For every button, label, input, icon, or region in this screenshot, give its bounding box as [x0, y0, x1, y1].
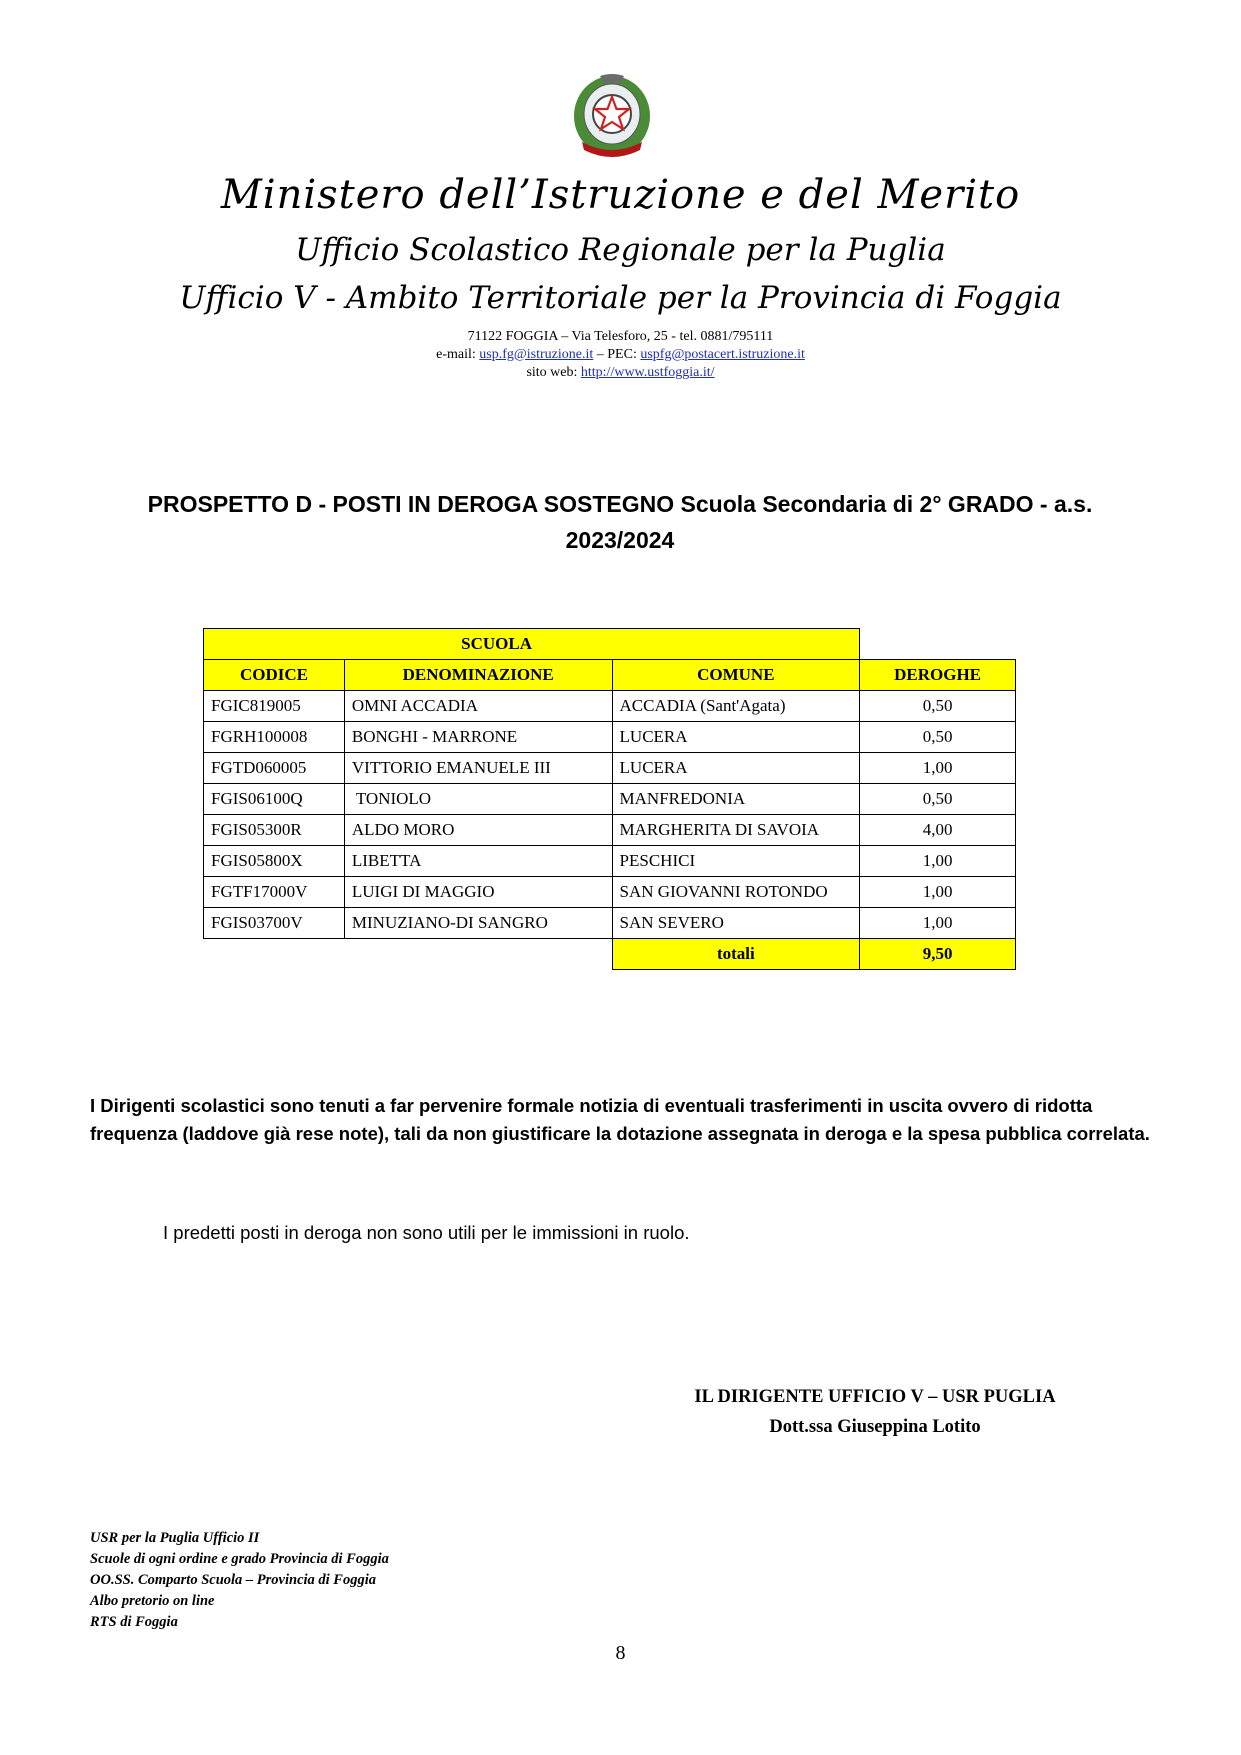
cell-deroghe: 1,00 — [860, 846, 1016, 877]
title-line-2: 2023/2024 — [565, 527, 675, 553]
col-header-denominazione: DENOMINAZIONE — [344, 660, 612, 691]
cell-deroghe: 1,00 — [860, 753, 1016, 784]
cell-denominazione: LUIGI DI MAGGIO — [344, 877, 612, 908]
document-title — [80, 486, 1160, 558]
local-office-name: Ufficio V - Ambito Territoriale per la Provincia di Foggia — [179, 280, 1062, 316]
cell-comune: PESCHICI — [612, 846, 860, 877]
distribution-item: Albo pretorio on line — [90, 1593, 215, 1609]
table-row — [204, 722, 1016, 753]
signatory-role: IL DIRIGENTE UFFICIO V – USR PUGLIA — [694, 1387, 1056, 1407]
empty-cell — [204, 939, 345, 970]
notice-paragraph: I predetti posti in deroga non sono utili per le immissioni in ruolo. — [163, 1222, 690, 1243]
cell-comune: MARGHERITA DI SAVOIA — [612, 815, 860, 846]
table-header-row — [204, 660, 1016, 691]
email-link[interactable]: usp.fg@istruzione.it — [479, 347, 594, 362]
cell-codice: FGTF17000V — [204, 877, 345, 908]
cell-deroghe: 0,50 — [860, 722, 1016, 753]
cell-comune: LUCERA — [612, 753, 860, 784]
cell-denominazione: ALDO MORO — [344, 815, 612, 846]
signature-block — [660, 1382, 1090, 1442]
total-label: totali — [612, 939, 860, 970]
cell-denominazione: BONGHI - MARRONE — [344, 722, 612, 753]
table-row — [204, 753, 1016, 784]
group-header-label: SCUOLA — [461, 634, 532, 653]
contact-website — [0, 364, 1241, 382]
cell-codice: FGIS06100Q — [204, 784, 345, 815]
table-group-header-row — [204, 629, 1016, 660]
cell-comune: SAN GIOVANNI ROTONDO — [612, 877, 860, 908]
cell-codice: FGRH100008 — [204, 722, 345, 753]
regional-office-name: Ufficio Scolastico Regionale per la Puglia — [295, 232, 946, 268]
cell-deroghe: 1,00 — [860, 877, 1016, 908]
instruction-paragraph: I Dirigenti scolastici sono tenuti a far pervenire formale notizia di eventuali trasferimenti in uscita ovvero di ridotta frequenza (laddove già rese note), tali da non giustificare la dotazione assegnata in deroga e la spesa pubblica correlata. — [90, 1095, 1150, 1144]
cell-denominazione: OMNI ACCADIA — [344, 691, 612, 722]
table-row — [204, 784, 1016, 815]
cell-deroghe: 0,50 — [860, 691, 1016, 722]
derogation-table — [203, 628, 1016, 970]
cell-denominazione: TONIOLO — [344, 784, 612, 815]
cell-deroghe: 1,00 — [860, 908, 1016, 939]
cell-deroghe: 4,00 — [860, 815, 1016, 846]
empty-cell — [344, 939, 612, 970]
cell-codice: FGIS05300R — [204, 815, 345, 846]
pec-link[interactable]: uspfg@postacert.istruzione.it — [640, 347, 805, 362]
cell-comune: ACCADIA (Sant'Agata) — [612, 691, 860, 722]
col-header-codice: CODICE — [204, 660, 345, 691]
cell-denominazione: LIBETTA — [344, 846, 612, 877]
cell-comune: MANFREDONIA — [612, 784, 860, 815]
table-row — [204, 877, 1016, 908]
cell-denominazione: MINUZIANO-DI SANGRO — [344, 908, 612, 939]
col-header-deroghe: DEROGHE — [860, 660, 1016, 691]
total-value: 9,50 — [860, 939, 1016, 970]
table-row — [204, 815, 1016, 846]
table-row — [204, 691, 1016, 722]
website-link[interactable]: http://www.ustfoggia.it/ — [580, 365, 715, 380]
page-number: 8 — [615, 1642, 626, 1664]
contact-emails — [0, 346, 1241, 364]
cell-codice: FGIC819005 — [204, 691, 345, 722]
distribution-item: USR per la Puglia Ufficio II — [90, 1530, 260, 1546]
distribution-item: Scuole di ogni ordine e grado Provincia di Foggia — [90, 1551, 389, 1567]
empty-cell — [860, 629, 1016, 660]
distribution-item: RTS di Foggia — [90, 1614, 178, 1630]
web-prefix: sito web: — [526, 365, 581, 380]
signatory-name: Dott.ssa Giuseppina Lotito — [769, 1417, 981, 1437]
cell-comune: LUCERA — [612, 722, 860, 753]
office-address: 71122 FOGGIA – Via Telesforo, 25 - tel. 0881/795111 — [467, 329, 774, 344]
pec-prefix: – PEC: — [593, 347, 641, 362]
italian-republic-emblem — [570, 72, 654, 158]
title-line-1: PROSPETTO D - POSTI IN DEROGA SOSTEGNO Scuola Secondaria di 2° GRADO - a.s. — [147, 491, 1093, 517]
cell-deroghe: 0,50 — [860, 784, 1016, 815]
cell-codice: FGIS03700V — [204, 908, 345, 939]
table-total-row — [204, 939, 1016, 970]
cell-codice: FGTD060005 — [204, 753, 345, 784]
distribution-item: OO.SS. Comparto Scuola – Provincia di Foggia — [90, 1572, 377, 1588]
col-header-comune: COMUNE — [612, 660, 860, 691]
table-row — [204, 908, 1016, 939]
cell-codice: FGIS05800X — [204, 846, 345, 877]
ministry-name: Ministero dell’Istruzione e del Merito — [220, 172, 1021, 218]
distribution-list — [90, 1528, 389, 1633]
cell-comune: SAN SEVERO — [612, 908, 860, 939]
email-prefix: e-mail: — [436, 347, 480, 362]
cell-denominazione: VITTORIO EMANUELE III — [344, 753, 612, 784]
table-row — [204, 846, 1016, 877]
group-header-scuola — [204, 629, 860, 660]
